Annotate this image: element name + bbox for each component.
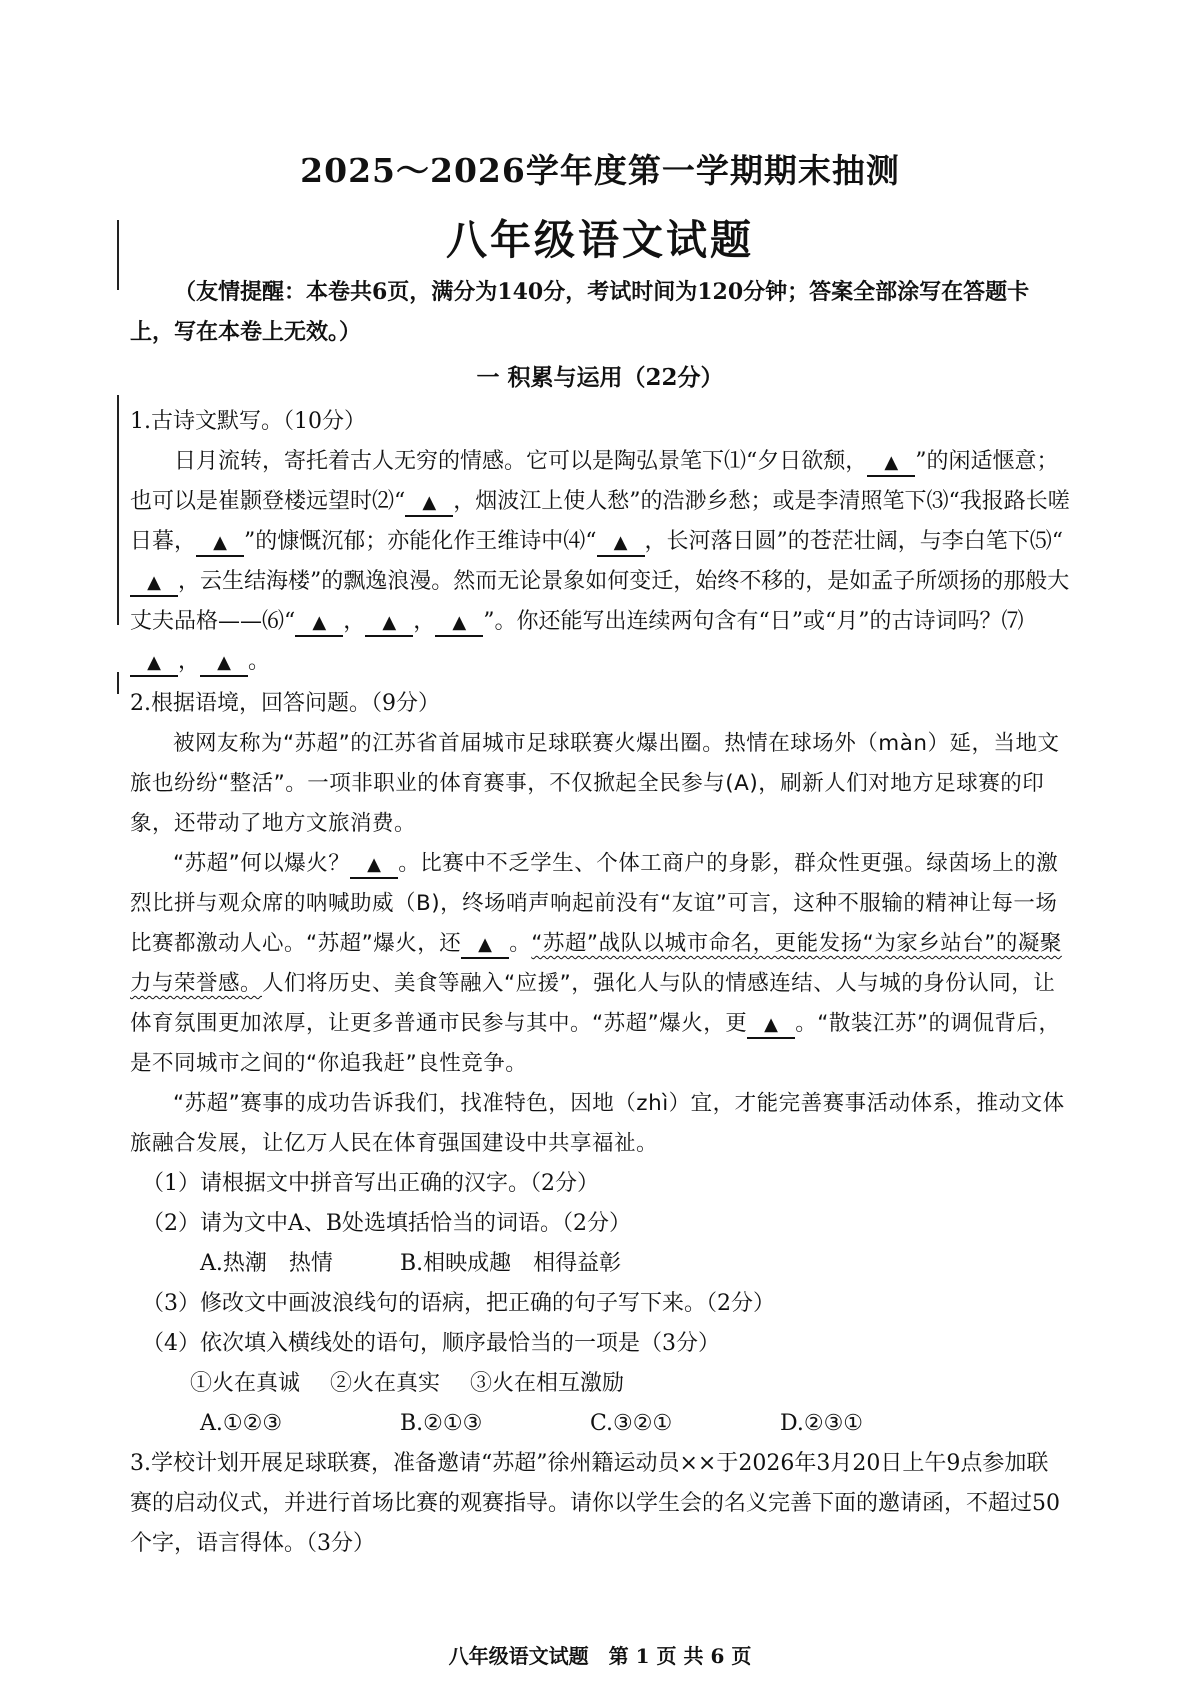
q1-segment: ，烟波江上使人愁”的浩渺乡愁；或是李清照笔下⑶“我报路长嗟日暮，	[130, 489, 1070, 554]
option-b: B.相映成趣 相得益彰	[400, 1251, 622, 1276]
section-title: 一 积累与运用（22分）	[476, 364, 724, 391]
q1-segment: ”的慷慨沉郁；亦能化作王维诗中⑷“	[244, 529, 597, 554]
answer-blank-6c: ▲	[435, 610, 483, 637]
option-c: C.③②①	[590, 1411, 673, 1436]
binding-margin-line	[117, 395, 119, 625]
option-a: A.热潮 热情	[200, 1251, 333, 1276]
answer-blank-3: ▲	[196, 530, 244, 557]
answer-blank-7a: ▲	[130, 650, 178, 677]
option-b: B.②①③	[400, 1411, 483, 1436]
answer-blank-7b: ▲	[200, 650, 248, 677]
item-2: ②火在真实	[330, 1371, 441, 1396]
wavy-underlined-sentence: “苏超”战队以城市命名，更能发扬“为家乡站台”的凝聚力与荣誉感。	[130, 931, 1062, 996]
answer-blank-6b: ▲	[365, 610, 413, 637]
answer-blank-5: ▲	[130, 570, 178, 597]
sub-question-3: （3）修改文中画波浪线句的语病，把正确的句子写下来。（2分）	[142, 1291, 775, 1316]
q1-segment: ”。你还能写出连续两句含有“日”或“月”的古诗词吗？⑺	[483, 609, 1024, 634]
answer-blank-1: ▲	[867, 450, 915, 477]
q1-segment: ，云生结海楼”的飘逸浪漫。然而无论景象如何变迁，始终不移的，是如孟子所颂扬的那般大丈夫品格——⑹“	[130, 569, 1070, 634]
question-1-text: 日月流转，寄托着古人无穷的情感。它可以是陶弘景笔下⑴“夕日欲颓， ▲ ”的闲适惬意；也可以是崔颢登楼远望时⑵“ ▲ ，烟波江上使人愁”的浩渺乡愁；或是李清照笔下⑶“我报路长嗟日暮， ▲ ”的慷慨沉郁；亦能化作王维诗中⑷“ ▲ ，长河落日圆”的苍茫壮阔，与李白笔下⑸“▲ ，云生结海楼”的飘逸浪漫。然而无论景象如何变迁，始终不移的，是如孟子所颂扬的那般大丈夫品格——⑹“ ▲ ， ▲ ， ▲ ”。你还能写出连续两句含有“日”或“月”的古诗词吗？⑺▲ ， ▲ 。	[130, 442, 1070, 682]
sub-question-4: （4）依次填入横线处的语句，顺序最恰当的一项是（3分）	[142, 1331, 720, 1356]
sub-question-2-options	[130, 1244, 1070, 1284]
option-d: D.②③①	[780, 1411, 864, 1436]
exam-content	[130, 272, 1070, 1564]
q1-segment: 日月流转，寄托着古人无穷的情感。它可以是陶弘景笔下⑴“夕日欲颓，	[174, 449, 868, 474]
q1-segment: ”的闲适惬意；也可以是崔颢登楼远望时⑵“	[130, 449, 1059, 514]
answer-blank-6a: ▲	[295, 610, 343, 637]
answer-blank-q2-3: ▲	[747, 1012, 795, 1039]
answer-blank-4: ▲	[597, 530, 645, 557]
exam-title: 2025～2026学年度第一学期期末抽测	[300, 151, 900, 190]
answer-blank-2: ▲	[405, 490, 453, 517]
page-footer: 八年级语文试题 第 1 页 共 6 页	[448, 1644, 752, 1668]
sub-question-2: （2）请为文中A、B处选填括恰当的词语。（2分）	[142, 1211, 632, 1236]
option-a: A.①②③	[200, 1411, 283, 1436]
question-1-heading: 1.古诗文默写。（10分）	[130, 409, 366, 434]
exam-subtitle: 八年级语文试题	[446, 216, 754, 264]
passage-paragraph-1: 被网友称为“苏超”的江苏省首届城市足球联赛火爆出圈。热情在球场外（màn）延，当地文旅也纷纷“整活”。一项非职业的体育赛事，不仅掀起全民参与(A)，刷新人们对地方足球赛的印象，还带动了地方文旅消费。	[130, 731, 1060, 836]
question-2-heading: 2.根据语境，回答问题。（9分）	[130, 691, 440, 716]
item-1: ①火在真诚	[190, 1371, 301, 1396]
sub-question-4-options	[130, 1404, 1070, 1444]
passage-paragraph-2: “苏超”何以爆火？ ▲ 。比赛中不乏学生、个体工商户的身影，群众性更强。绿茵场上的激烈比拼与观众席的呐喊助威（B)，终场哨声响起前没有“友谊”可言，这种不服输的精神让每一场比赛都激动人心。“苏超”爆火，还 ▲ 。“苏超”战队以城市命名，更能发扬“为家乡站台”的凝聚力与荣誉感。人们将历史、美食等融入“应援”，强化人与队的情感连结、人与城的身份认同，让体育氛围更加浓厚，让更多普通市民参与其中。“苏超”爆火，更 ▲ 。“散装江苏”的调侃背后，是不同城市之间的“你追我赶”良性竞争。	[130, 851, 1062, 1076]
sub-question-1: （1）请根据文中拼音写出正确的汉字。（2分）	[142, 1171, 599, 1196]
binding-margin-line	[117, 672, 119, 694]
friendly-reminder: （友情提醒：本卷共6页，满分为140分，考试时间为120分钟；答案全部涂写在答题卡上，写在本卷上无效。）	[130, 279, 1030, 345]
answer-blank-q2-1: ▲	[350, 852, 398, 879]
passage-paragraph-3: “苏超”赛事的成功告诉我们，找准特色，因地（zhì）宜，才能完善赛事活动体系，推动文体旅融合发展，让亿万人民在体育强国建设中共享福祉。	[130, 1091, 1065, 1156]
question-3-text: 3.学校计划开展足球联赛，准备邀请“苏超”徐州籍运动员××于2026年3月20日上午9点参加联赛的启动仪式，并进行首场比赛的观赛指导。请你以学生会的名义完善下面的邀请函，不超过50个字，语言得体。（3分）	[130, 1451, 1060, 1556]
answer-blank-q2-2: ▲	[461, 932, 509, 959]
item-3: ③火在相互激励	[470, 1371, 625, 1396]
sub-question-4-items	[130, 1364, 1070, 1404]
q1-segment: ，长河落日圆”的苍茫壮阔，与李白笔下⑸“	[644, 529, 1064, 554]
